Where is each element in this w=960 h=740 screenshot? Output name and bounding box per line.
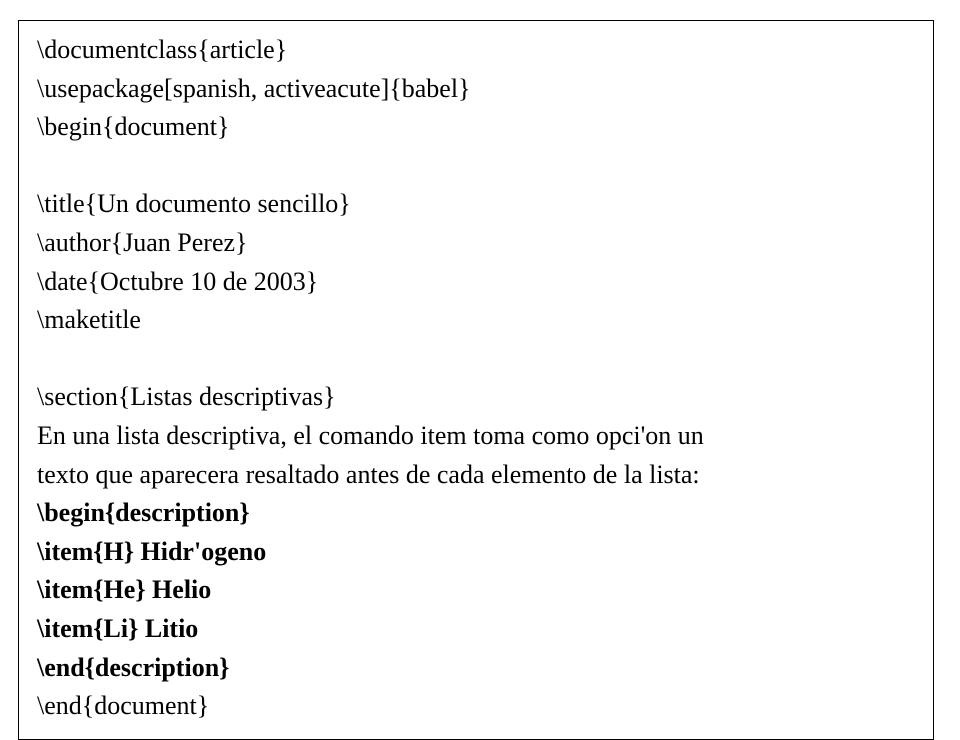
code-line-item: \item{He} Helio: [37, 575, 212, 605]
code-line-item: \item{H} Hidr'ogeno: [37, 536, 267, 566]
code-line-date: \date{Octubre 10 de 2003}: [37, 266, 319, 296]
code-line-title: \title{Un documento sencillo}: [37, 189, 351, 219]
code-line-end-description: \end{description}: [37, 652, 230, 682]
code-line-usepackage: \usepackage[spanish, activeacute]{babel}: [37, 73, 471, 103]
code-line-item: \item{Li} Litio: [37, 613, 199, 643]
latex-code-box: [18, 20, 934, 740]
code-line-blank: [37, 147, 704, 186]
latex-code-listing: [37, 31, 704, 726]
code-line-author: \author{Juan Perez}: [37, 227, 248, 257]
code-line-section: \section{Listas descriptivas}: [37, 382, 336, 412]
code-line-body-text: En una lista descriptiva, el comando item toma como opci'on un: [37, 420, 704, 450]
code-line-maketitle: \maketitle: [37, 305, 141, 335]
code-line-blank: [37, 340, 704, 379]
code-line-body-text: texto que aparecera resaltado antes de cada elemento de la lista:: [37, 459, 700, 489]
code-line-begin-description: \begin{description}: [37, 498, 250, 528]
code-line-begin-document: \begin{document}: [37, 112, 230, 142]
code-line-documentclass: \documentclass{article}: [37, 35, 288, 64]
code-line-end-document: \end{document}: [37, 691, 210, 721]
